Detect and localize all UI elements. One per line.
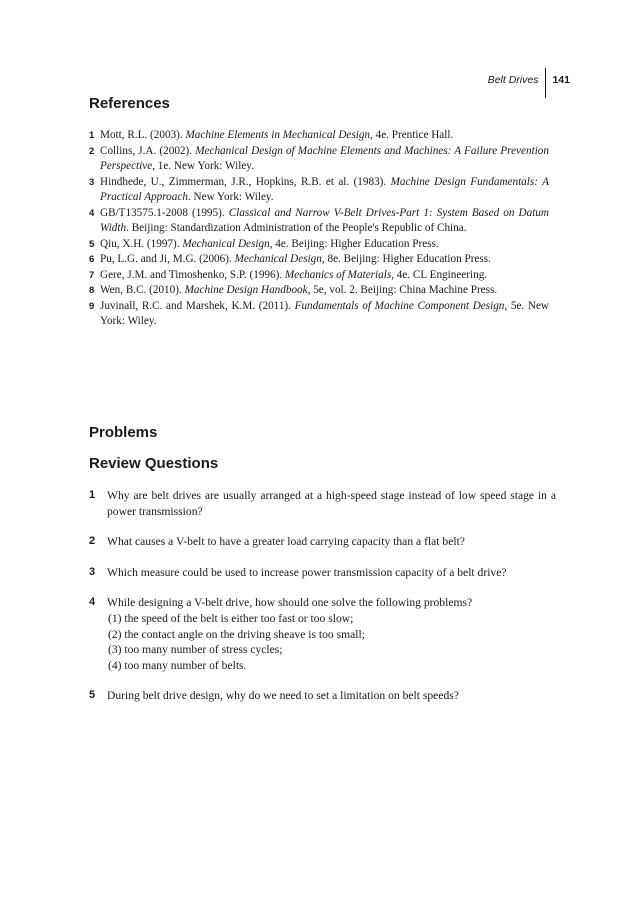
question-list [89,488,556,719]
reference-publisher: . Beijing: Standardization Administration of the People's Republic of China. [126,222,467,234]
reference-title: Machine Elements in Mechanical Design [185,129,371,141]
question-subitem: (3) too many number of stress cycles; [108,643,283,657]
reference-title: Mechanical Design [182,237,270,250]
reference-number: 4 [89,207,95,219]
reference-title: Classical and Narrow V-Belt Drives-Part 1: System Based on Datum Width [100,206,549,234]
reference-list [89,128,549,330]
question-item [89,488,556,519]
reference-title: Machine Design Handbook [184,284,308,296]
reference-authors: Pu, L.G. and Ji, M.G. (2006). [100,253,235,265]
question-text: Why are belt drives are usually arranged at a high-speed stage instead of low speed stage in a power transmission? [107,489,556,518]
question-text: While designing a V-belt drive, how should one solve the following problems? [107,596,473,610]
reference-item [89,206,549,237]
question-subitem: (1) the speed of the belt is either too fast or too slow; [108,611,354,625]
reference-item [89,144,549,175]
question-text: Which measure could be used to increase power transmission capacity of a belt drive? [107,565,507,579]
reference-title: Mechanical Design of Machine Elements and Machines: A Failure Prevention Perspective [100,144,549,172]
reference-item [89,128,549,144]
running-head-section: Belt Drives [487,74,539,86]
reference-item [89,283,549,299]
reference-item [89,237,549,253]
question-number: 5 [89,689,96,702]
reference-publisher: , 4e. Beijing: Higher Education Press. [269,237,439,250]
question-item [89,534,556,550]
question-text: During belt drive design, why do we need to set a limitation on belt speeds? [107,689,459,703]
reference-publisher: , 5e, vol. 2. Beijing: China Machine Press. [307,284,498,296]
reference-item [89,299,549,330]
reference-publisher: , 1e. New York: Wiley. [152,160,254,172]
question-item [89,565,556,581]
reference-number: 6 [89,254,95,265]
reference-publisher: , 4e. CL Engineering. [391,268,488,281]
review-questions-heading: Review Questions [89,455,219,472]
reference-authors: Mott, R.L. (2003). [100,129,186,141]
reference-authors: Hindhede, U., Zimmerman, J.R., Hopkins, R.B. et al. (1983). [100,175,391,188]
reference-item [89,252,549,268]
reference-publisher: , 8e. Beijing: Higher Education Press. [321,253,491,265]
reference-authors: GB/T13575.1-2008 (1995). [100,206,229,219]
reference-number: 8 [89,285,95,296]
problems-heading: Problems [89,424,158,441]
question-number: 4 [89,596,96,609]
reference-authors: Juvinall, R.C. and Marshek, K.M. (2011). [100,299,295,312]
reference-authors: Wen, B.C. (2010). [100,284,185,296]
question-subitem: (2) the contact angle on the driving sheave is too small; [108,627,365,641]
question-number: 1 [89,489,96,501]
reference-publisher: . New York: Wiley. [187,191,274,203]
reference-title: Mechanical Design [234,253,322,265]
question-number: 3 [89,565,96,578]
page-number: 141 [552,74,570,86]
reference-publisher: , 5e. New York: Wiley. [100,299,550,327]
reference-item [89,268,549,284]
reference-title: Fundamentals of Machine Component Design [294,299,505,312]
question-subitem-list [107,611,556,673]
reference-title: Mechanics of Materials [284,268,392,281]
question-text: What causes a V-belt to have a greater load carrying capacity than a flat belt? [107,535,465,549]
reference-title: Machine Design Fundamentals: A Practical Approach [100,175,549,203]
question-item [89,595,556,673]
question-item [89,688,556,704]
reference-number: 5 [89,238,95,250]
reference-number: 1 [89,130,95,141]
reference-number: 2 [89,145,95,157]
reference-authors: Qiu, X.H. (1997). [100,237,183,250]
reference-number: 3 [89,176,95,188]
reference-publisher: , 4e. Prentice Hall. [370,129,454,141]
reference-number: 7 [89,269,95,281]
reference-authors: Gere, J.M. and Timoshenko, S.P. (1996). [100,268,285,281]
references-heading: References [89,95,170,112]
reference-number: 9 [89,300,95,312]
running-head [488,62,570,98]
question-subitem: (4) too many number of belts. [108,658,247,672]
question-number: 2 [89,535,96,548]
reference-item [89,175,549,206]
reference-authors: Collins, J.A. (2002). [100,144,196,157]
